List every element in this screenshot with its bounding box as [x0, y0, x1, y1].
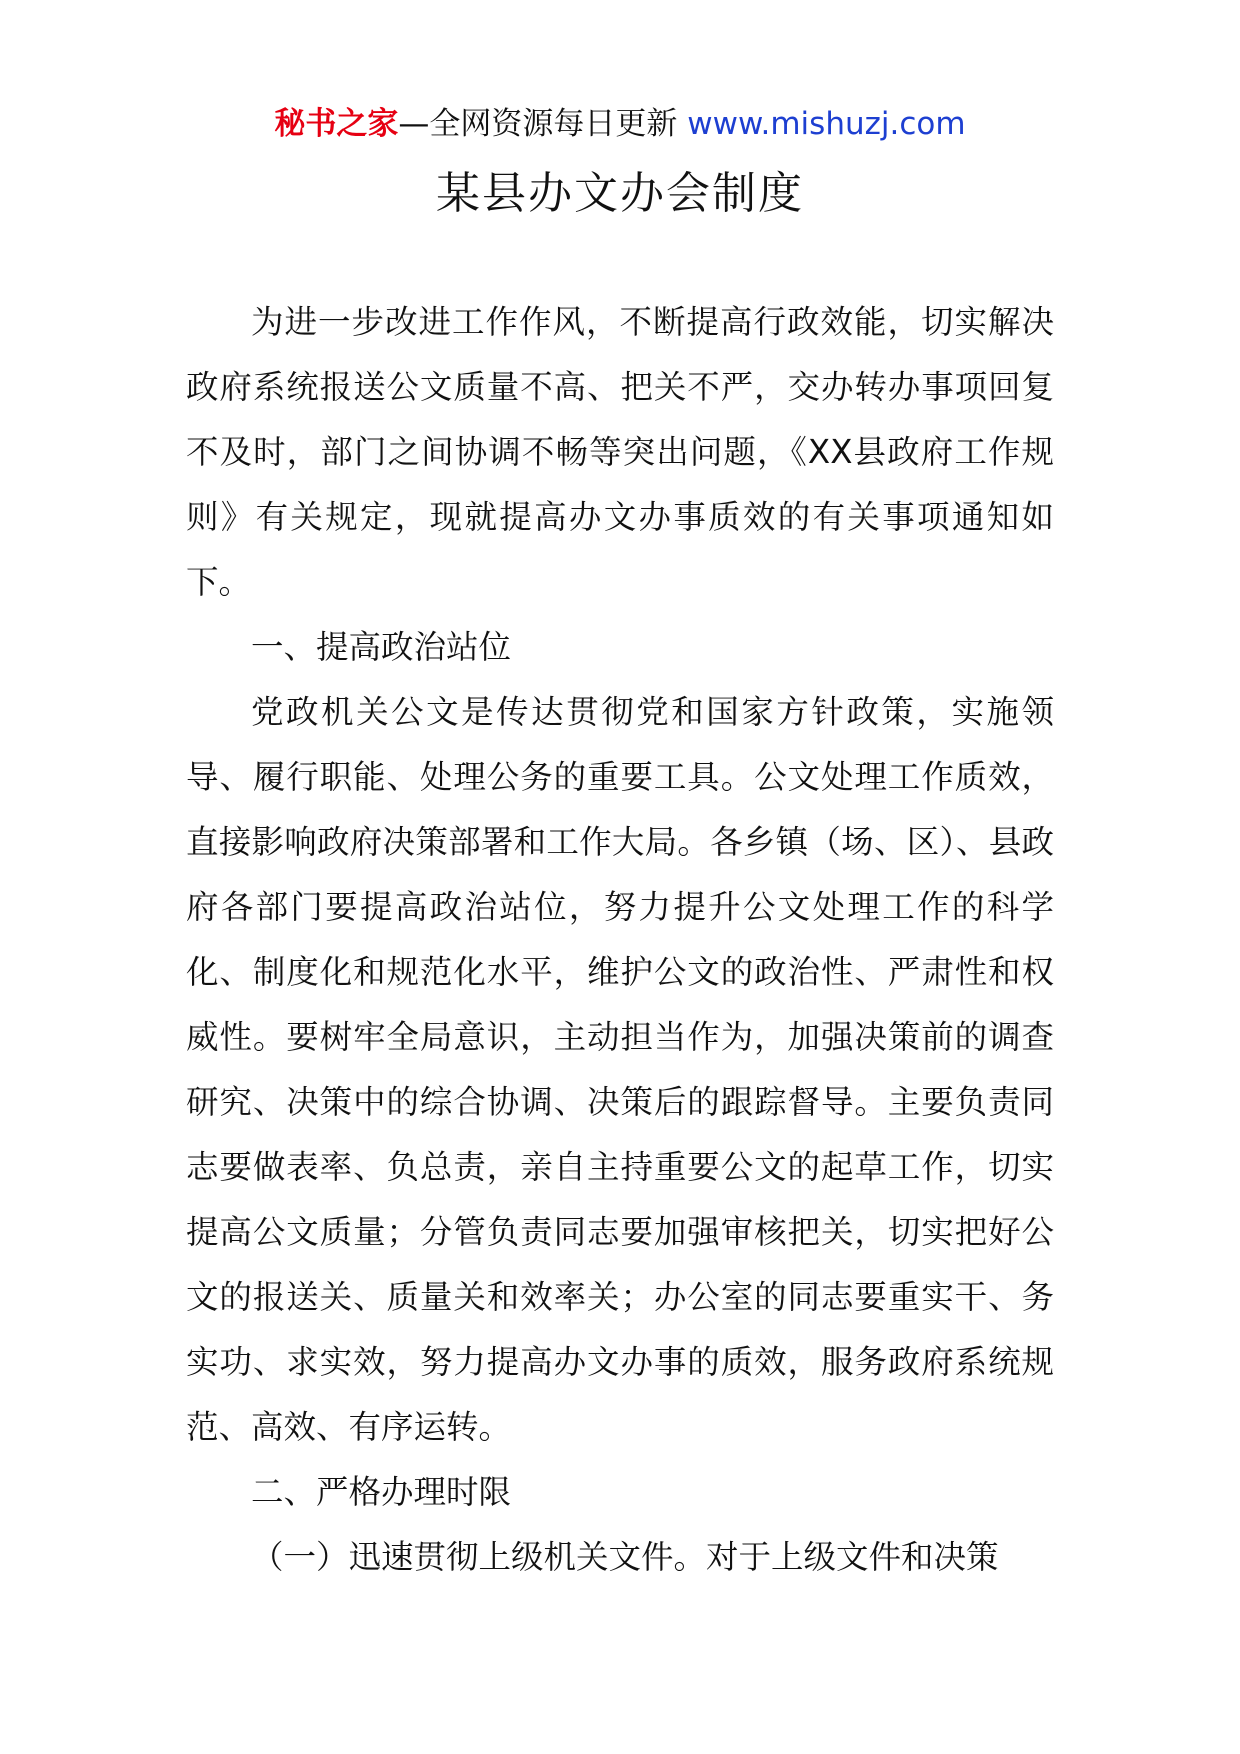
- paragraph-intro: 为进一步改进工作作风，不断提高行政效能，切实解决政府系统报送公文质量不高、把关不严，交办转办事项回复不及时，部门之间协调不畅等突出问题，《XX县政府工作规则》有关规定，现就提高办文办事质效的有关事项通知如下。: [186, 303, 1054, 601]
- site-url-link[interactable]: www.mishuzj.com: [687, 106, 966, 142]
- document-title: 某县办文办会制度: [436, 168, 804, 219]
- section-heading-1: 一、提高政治站位: [251, 628, 512, 666]
- site-slogan: —全网资源每日更新: [398, 106, 678, 142]
- paragraph-subsection-1: （一）迅速贯彻上级机关文件。对于上级文件和决策: [251, 1538, 999, 1576]
- paragraph-section-1: 党政机关公文是传达贯彻党和国家方针政策，实施领导、履行职能、处理公务的重要工具。公文处理工作质效，直接影响政府决策部署和工作大局。各乡镇（场、区）、县政府各部门要提高政治站位，努力提升公文处理工作的科学化、制度化和规范化水平，维护公文的政治性、严肃性和权威性。要树牢全局意识，主动担当作为，加强决策前的调查研究、决策中的综合协调、决策后的跟踪督导。主要负责同志要做表率、负总责，亲自主持重要公文的起草工作，切实提高公文质量；分管负责同志要加强审核把关，切实把好公文的报送关、质量关和效率关；办公室的同志要重实干、务实功、求实效，努力提高办文办事的质效，服务政府系统规范、高效、有序运转。: [186, 693, 1054, 1446]
- section-heading-2: 二、严格办理时限: [251, 1473, 512, 1511]
- site-header: [0, 100, 1240, 148]
- site-brand: 秘书之家: [274, 106, 399, 142]
- document-body: [186, 290, 1054, 1590]
